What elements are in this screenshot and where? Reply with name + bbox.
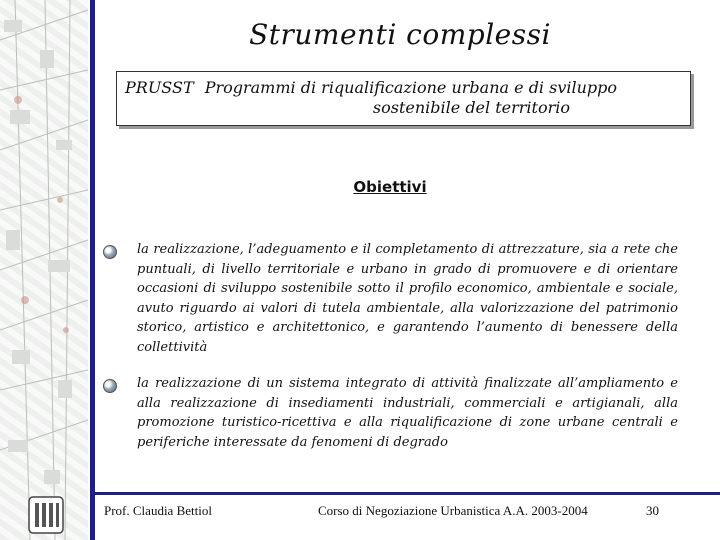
footer-divider-line bbox=[90, 492, 720, 495]
slide-title: Strumenti complessi bbox=[249, 18, 551, 51]
vertical-divider-line bbox=[90, 0, 95, 540]
subtitle-line-1: Programmi di riqualificazione urbana e di sviluppo bbox=[204, 78, 618, 97]
bullet-icon bbox=[103, 245, 117, 259]
footer-page-number: 30 bbox=[646, 503, 659, 518]
bullet-icon bbox=[103, 379, 117, 393]
map-pattern bbox=[0, 0, 88, 540]
university-logo-icon bbox=[27, 495, 65, 535]
subtitle-acronym: PRUSST bbox=[125, 78, 194, 97]
bullet-item bbox=[103, 374, 678, 452]
subtitle-line-2: sostenibile del territorio bbox=[372, 98, 570, 117]
subtitle-box bbox=[116, 71, 691, 126]
footer-author: Prof. Claudia Bettiol bbox=[104, 503, 212, 518]
bullet-item bbox=[103, 240, 678, 357]
section-heading: Obiettivi bbox=[353, 178, 427, 196]
decorative-map-strip bbox=[0, 0, 88, 540]
bullet-text: la realizzazione, l’adeguamento e il completamento di attrezzature, sia a rete che puntuali, di livello territoriale e urbano in grado di promuovere e di orientare occasioni di sviluppo sostenibile sotto il profilo economico, ambientale e sociale, avuto riguardo ai valori di tutela ambientale, alla valorizzazione del patrimonio storico, artistico e architettonico, e garantendo l’aumento di benessere della collettività bbox=[137, 242, 678, 355]
bullet-text: la realizzazione di un sistema integrato di attività finalizzate all’ampliamento e alla realizzazione di insediamenti industriali, commerciali e artigianali, alla promozione turistico-ricettiva e alla riqualificazione di zone urbane centrali e periferiche interessate da fenomeni di degrado bbox=[137, 376, 678, 450]
footer-course: Corso di Negoziazione Urbanistica A.A. 2003-2004 bbox=[318, 503, 588, 518]
